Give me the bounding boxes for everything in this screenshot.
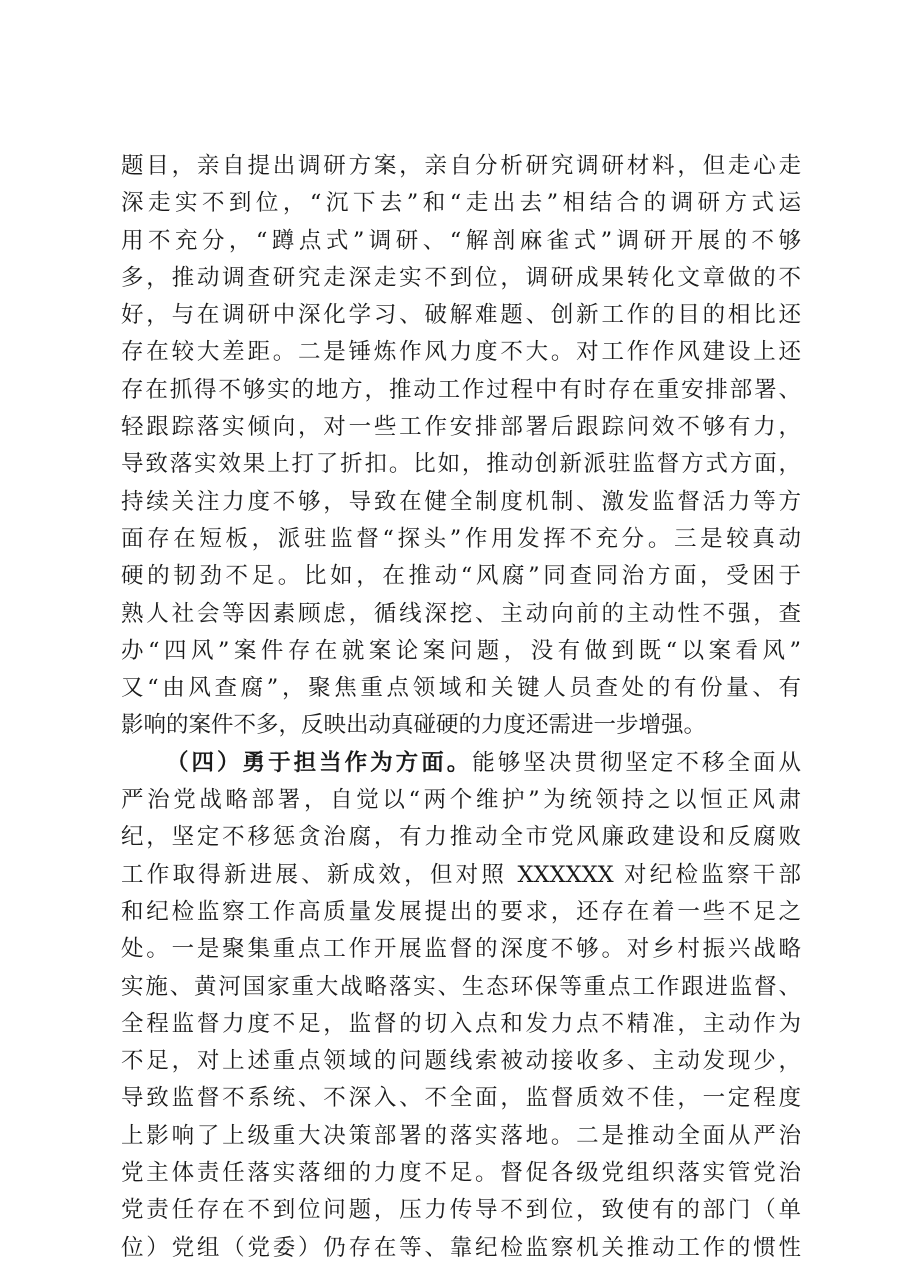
section-first-line-text: 能够坚决贯彻坚定不移全面从 xyxy=(472,749,801,776)
text-line: 题目，亲自提出调研方案，亲自分析研究调研材料，但走心走 xyxy=(121,153,801,179)
text-line: 好，与在调研中深化学习、破解难题、创新工作的目的相比还 xyxy=(121,302,801,329)
text-line: 党主体责任落实落细的力度不足。督促各级党组织落实管党治 xyxy=(121,1160,801,1187)
text-line: 实施、黄河国家重大战略落实、生态环保等重点工作跟进监督、 xyxy=(121,973,801,1000)
text-line: 面存在短板，派驻监督“探头”作用发挥不充分。三是较真动 xyxy=(121,525,801,552)
text-line: 深走实不到位，“沉下去”和“走出去”相结合的调研方式运 xyxy=(121,190,801,217)
text-line: 位）党组（党委）仍存在等、靠纪检监察机关推动工作的惯性 xyxy=(121,1234,801,1261)
text-line: 党责任存在不到位问题，压力传导不到位，致使有的部门（单 xyxy=(121,1197,801,1224)
section-heading: （四）勇于担当作为方面。 xyxy=(166,749,473,776)
text-line: 办“四风”案件存在就案论案问题，没有做到既“以案看风” xyxy=(121,637,801,664)
text-line: 工作取得新进展、新成效，但对照 XXXXXX 对纪检监察干部 xyxy=(121,861,801,888)
text-line: 和纪检监察工作高质量发展提出的要求，还存在着一些不足之 xyxy=(121,898,801,925)
text-line: 多，推动调查研究走深走实不到位，调研成果转化文章做的不 xyxy=(121,264,801,291)
text-line: 不足，对上述重点领域的问题线索被动接收多、主动发现少， xyxy=(121,1048,801,1075)
text-line: 导致落实效果上打了折扣。比如，推动创新派驻监督方式方面， xyxy=(121,451,801,478)
text-line: 存在抓得不够实的地方，推动工作过程中有时存在重安排部署、 xyxy=(121,376,801,403)
text-line: 轻跟踪落实倾向，对一些工作安排部署后跟踪问效不够有力， xyxy=(121,414,801,441)
text-line: 硬的韧劲不足。比如，在推动“风腐”同查同治方面，受困于 xyxy=(121,563,801,590)
text-line: 熟人社会等因素顾虑，循线深挖、主动向前的主动性不强，查 xyxy=(121,600,801,627)
text-line: 上影响了上级重大决策部署的落实落地。二是推动全面从严治 xyxy=(121,1122,801,1149)
text-line: 处。一是聚集重点工作开展监督的深度不够。对乡村振兴战略 xyxy=(121,936,801,963)
text-line: 影响的案件不多，反映出动真碰硬的力度还需进一步增强。 xyxy=(121,712,707,739)
text-line: 纪，坚定不移惩贪治腐，有力推动全市党风廉政建设和反腐败 xyxy=(121,824,801,851)
text-line: 又“由风查腐”，聚焦重点领域和关键人员查处的有份量、有 xyxy=(121,675,801,702)
text-line: 严治党战略部署，自觉以“两个维护”为统领持之以恒正风肃 xyxy=(121,787,801,814)
section-first-line xyxy=(121,745,801,782)
text-line: 全程监督力度不足，监督的切入点和发力点不精准，主动作为 xyxy=(121,1010,801,1037)
text-line: 用不充分，“蹲点式”调研、“解剖麻雀式”调研开展的不够 xyxy=(121,227,801,254)
text-line: 存在较大差距。二是锤炼作风力度不大。对工作作风建设上还 xyxy=(121,339,801,366)
text-line: 持续关注力度不够，导致在健全制度机制、激发监督活力等方 xyxy=(121,488,801,515)
body-text xyxy=(121,148,801,1267)
text-line: 导致监督不系统、不深入、不全面，监督质效不佳，一定程度 xyxy=(121,1085,801,1112)
